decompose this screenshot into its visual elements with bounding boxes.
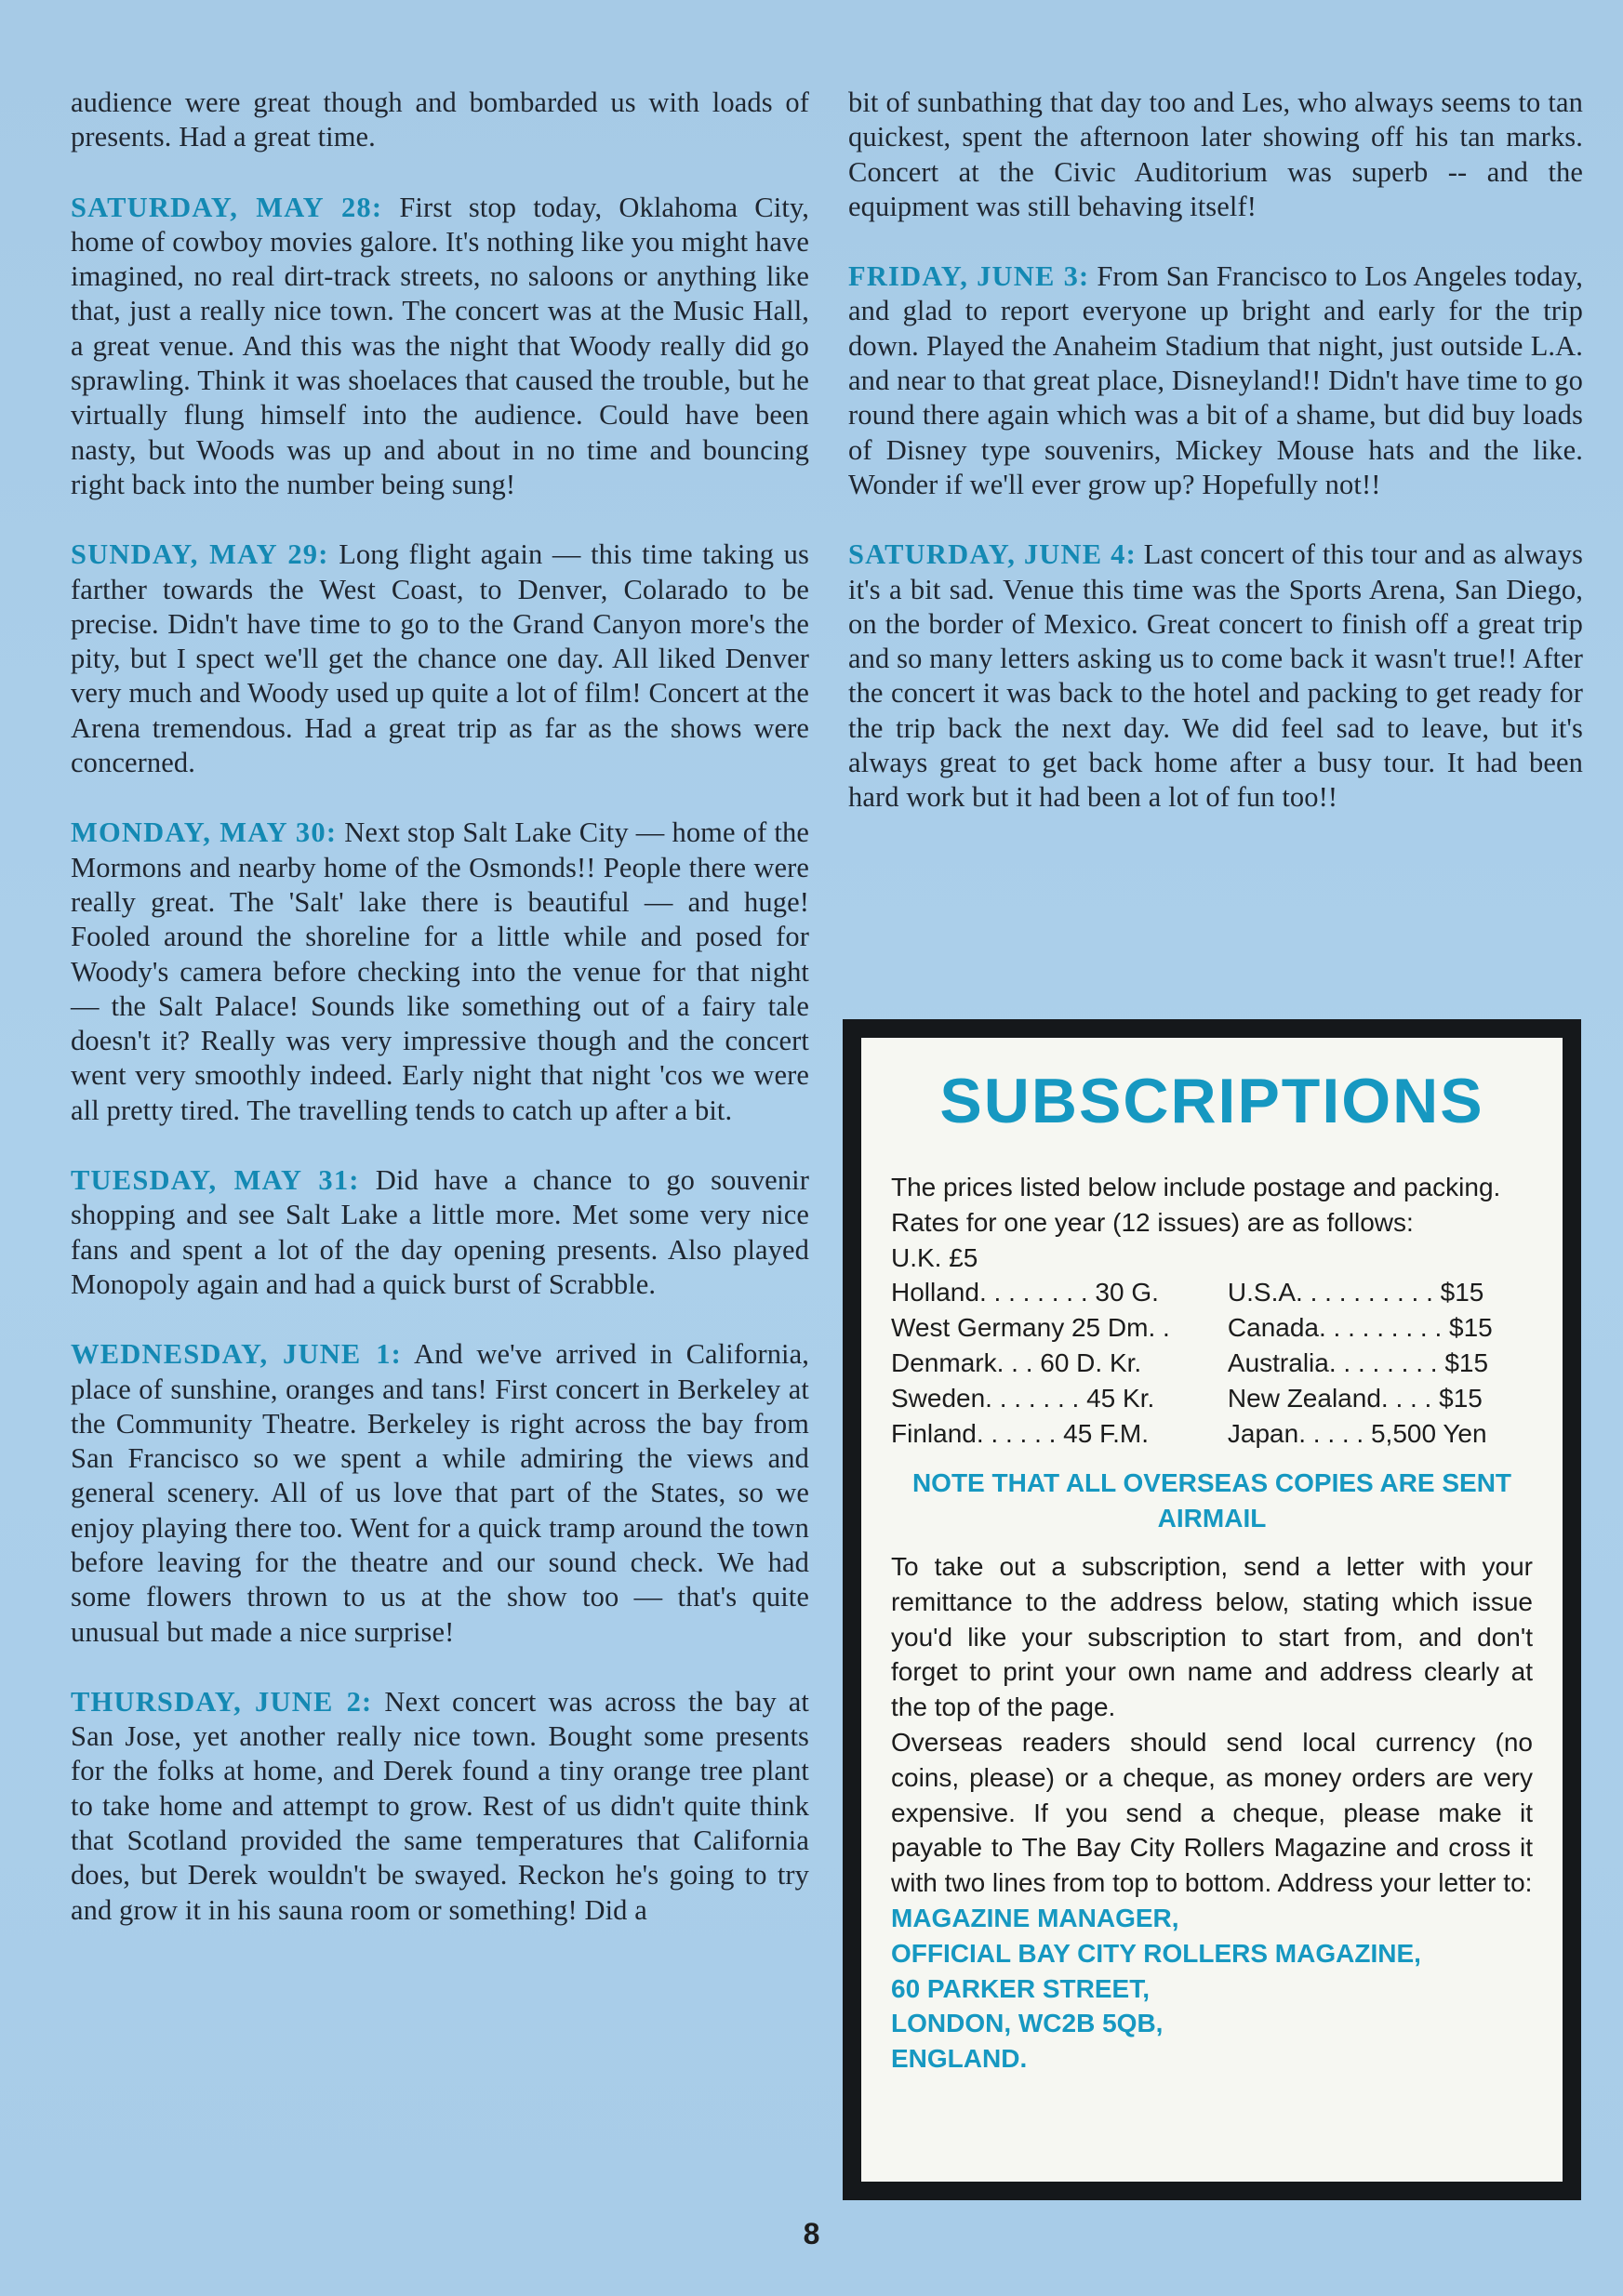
diary-entry: [848, 86, 1583, 224]
mailing-address: [891, 1901, 1533, 2077]
diary-entry: [848, 259, 1583, 502]
entry-text: Did have a chance to go souvenir shopping and see Salt Lake a little more. Met some very nice fans and spent a lot of the day opening presents. Also played Monopoly again and had a quick burst of Scrabble.: [71, 1164, 810, 1300]
price-cell: West Germany 25 Dm. .: [891, 1313, 1170, 1343]
price-cell: U.S.A. . . . . . . . . . $15: [1227, 1278, 1484, 1307]
price-cell: Denmark. . . 60 D. Kr.: [891, 1347, 1142, 1377]
entry-text: Next stop Salt Lake City — home of the Mormons and nearby home of the Osmonds!! People there were really great. The 'Salt' lake there is beautiful — and huge! Fooled around the shoreline for a little while and posed for Woody's camera before checking into the venue for that night — the Salt Palace! Sounds like something out of a fairy tale doesn't it? Really was very impressive though and the concert went very smoothly indeed. Early night that night 'cos we were all pretty tired. The travelling tends to catch up after a bit.: [71, 816, 809, 1126]
address-line: OFFICIAL BAY CITY ROLLERS MAGAZINE,: [891, 1938, 1421, 1968]
entry-text: First stop today, Oklahoma City, home of cowboy movies galore. It's nothing like you might have imagined, no real dirt-track streets, no saloons or anything like that, just a really nice town. The concert was at the Music Hall, a great venue. And this was the night that Woody really did go sprawling. Think it was shoelaces that caused the trouble, but he virtually flung himself into the audience. Could have been nasty, but Woods was up and about in no time and bouncing right back into the number being sung!: [71, 191, 809, 500]
address-line: 60 PARKER STREET,: [891, 1973, 1150, 2003]
entry-text: bit of sunbathing that day too and Les, who always seems to tan quickest, spent the afternoon later showing off his tan marks. Concert at the Civic Auditorium was superb -- and the equipment was still behaving itself!: [848, 86, 1583, 222]
subscriptions-box: [843, 1019, 1581, 2200]
entry-date: TUESDAY, MAY 31:: [71, 1164, 360, 1197]
diary-entry: [71, 1163, 809, 1302]
price-cell: Japan. . . . . 5,500 Yen: [1227, 1418, 1487, 1448]
price-cell: Australia. . . . . . . . $15: [1227, 1347, 1489, 1377]
subscriptions-title: SUBSCRIPTIONS: [939, 1066, 1484, 1136]
entry-date: THURSDAY, JUNE 2:: [71, 1685, 373, 1718]
overseas-instructions: Overseas readers should send local currency (no coins, please) or a cheque, as money orders are very expensive. If you send a cheque, please make it payable to The Bay City Rollers Magazine and cross it with two lines from top to bottom. Address your letter to:: [891, 1727, 1533, 1898]
diary-entry: [71, 538, 809, 780]
subscriptions-intro: The prices listed below include postage and packing.: [891, 1173, 1501, 1201]
diary-entry: [71, 86, 809, 155]
price-cell: Finland. . . . . . 45 F.M.: [891, 1418, 1149, 1448]
uk-price: U.K. £5: [891, 1242, 978, 1272]
price-row: [891, 1381, 1533, 1416]
entry-text: audience were great though and bombarded us with loads of presents. Had a great time.: [71, 86, 809, 153]
price-table: [891, 1275, 1533, 1451]
subscription-instructions: To take out a subscription, send a letter with your remittance to the address below, stating which issue you'd like your subscription to start from, and don't forget to print your own name and address clearly at the top of the page.: [891, 1551, 1533, 1722]
entry-date: WEDNESDAY, JUNE 1:: [71, 1338, 403, 1371]
entry-date: FRIDAY, JUNE 3:: [848, 260, 1090, 293]
price-cell: Holland. . . . . . . . 30 G.: [891, 1278, 1159, 1307]
right-column: [848, 86, 1583, 851]
price-row: [891, 1275, 1533, 1310]
page-number: 8: [803, 2217, 820, 2250]
entry-date: SUNDAY, MAY 29:: [71, 538, 329, 571]
left-column: [71, 86, 809, 1963]
entry-text: Last concert of this tour and as always it's a bit sad. Venue this time was the Sports Arena, San Diego, on the border of Mexico. Great concert to finish off a great trip and so many letters asking us to come back it wasn't true!! After the concert it was back to the hotel and packing to get ready for the trip back the next day. We did feel sad to leave, but it's always great to get back home after a busy tour. It had been hard work but it had been a lot of fun too!!: [848, 538, 1583, 814]
address-line: ENGLAND.: [891, 2044, 1028, 2074]
address-line: LONDON, WC2B 5QB,: [891, 2009, 1164, 2038]
entry-date: MONDAY, MAY 30:: [71, 816, 338, 849]
price-row: [891, 1310, 1533, 1346]
entry-text: From San Francisco to Los Angeles today, and glad to report everyone up bright and early for the trip down. Played the Anaheim Stadium that night, just outside L.A. and near to that great place, Disneyland!! Didn't have time to go round there again which was a bit of a shame, but did buy loads of Disney type souvenirs, Mickey Mouse hats and the like. Wonder if we'll ever grow up? Hopefully not!!: [848, 260, 1583, 500]
subscriptions-rates-heading: Rates for one year (12 issues) are as follows:: [891, 1207, 1414, 1237]
price-row: [891, 1346, 1533, 1381]
airmail-note: NOTE THAT ALL OVERSEAS COPIES ARE SENT AIRMAIL: [911, 1468, 1512, 1533]
price-row: [891, 1416, 1533, 1452]
diary-entry: [71, 1337, 809, 1650]
entry-text: And we've arrived in California, place of sunshine, oranges and tans! First concert in Berkeley at the Community Theatre. Berkeley is right across the bay from San Francisco so we spent a while admiring the views and general scenery. All of us love that part of the States, so we enjoy playing there too. Went for a quick tramp around the town before leaving for the theatre and our sound check. We had some flowers thrown to us at the show too — that's quite unusual but made a nice surprise!: [71, 1338, 809, 1648]
entry-date: SATURDAY, JUNE 4:: [848, 538, 1137, 571]
price-cell: Canada. . . . . . . . . $15: [1227, 1313, 1493, 1343]
diary-entry: [71, 816, 809, 1128]
address-line: MAGAZINE MANAGER,: [891, 1903, 1179, 1932]
price-cell: Sweden. . . . . . . 45 Kr.: [891, 1383, 1155, 1413]
diary-entry: [71, 1685, 809, 1928]
entry-text: Next concert was across the bay at San Jose, yet another really nice town. Bought some presents for the folks at home, and Derek found a tiny orange tree plant to take home and attempt to grow. Rest of us didn't quite think that Scotland provided the same temperatures that California does, but Derek wouldn't be swayed. Reckon he's going to try and grow it in his sauna room or something! Did a: [71, 1685, 809, 1926]
diary-entry: [71, 191, 809, 503]
entry-text: Long flight again — this time taking us farther towards the West Coast, to Denver, Colarado to be precise. Didn't have time to go to the Grand Canyon more's the pity, but I spect we'll get the chance one day. All liked Denver very much and Woody used up quite a lot of film! Concert at the Arena tremendous. Had a great trip as far as the shows were concerned.: [71, 538, 810, 779]
entry-date: SATURDAY, MAY 28:: [71, 191, 383, 223]
diary-entry: [848, 538, 1583, 815]
subscriptions-panel: [861, 1038, 1563, 2182]
price-cell: New Zealand. . . . $15: [1227, 1383, 1483, 1413]
